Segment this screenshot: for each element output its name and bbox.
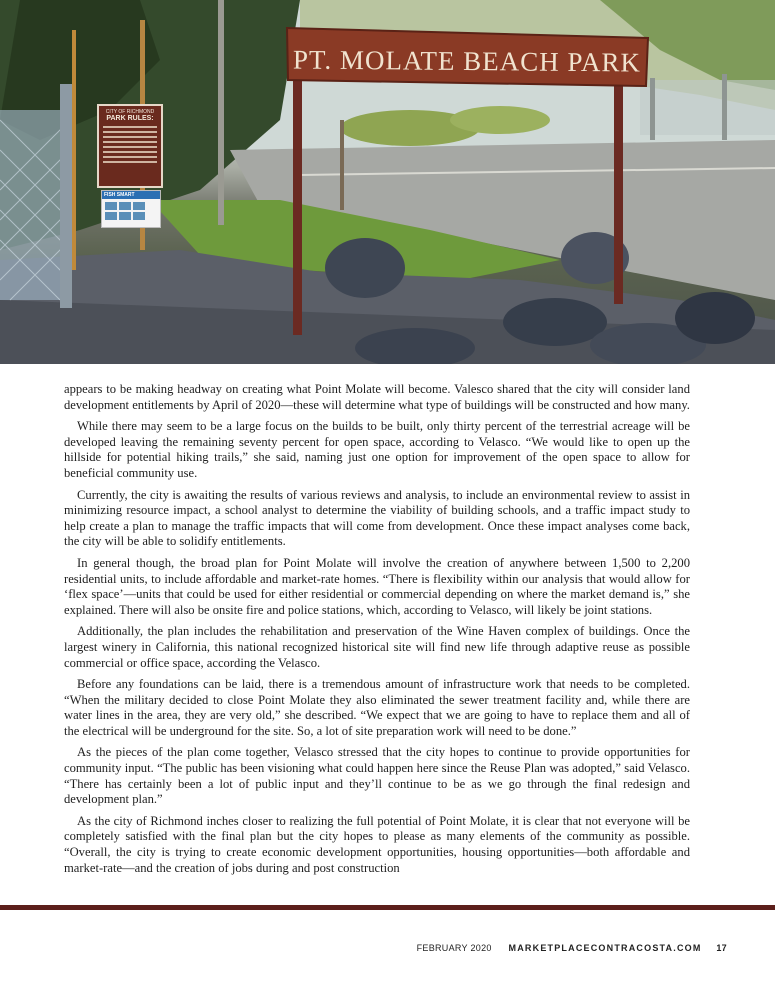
park-sign-text: PT. MOLATE BEACH PARK	[292, 43, 642, 78]
article-body	[64, 382, 690, 882]
park-rules-sign	[97, 104, 163, 188]
page-footer	[417, 943, 727, 953]
issue-date: FEBRUARY 2020	[416, 943, 492, 953]
rules-sign-lines	[103, 126, 157, 163]
fish-sign-graphics	[102, 199, 160, 223]
page-number: 17	[716, 943, 727, 953]
fish-sign-title: FISH SMART	[102, 191, 160, 199]
article-paragraph: While there may seem to be a large focus on the builds to be built, only thirty percent of the terrestrial acreage will be developed leaving the remaining seventy percent for open space, according to Velasco. “We would like to open up the hillside for potential hiking trails,” she said, naming just one option for improvement of the open space to allow for beneficial community use.	[64, 419, 690, 480]
article-paragraph: Additionally, the plan includes the rehabilitation and preservation of the Wine Haven complex of buildings. Once the largest winery in California, this national recognized historical site will find new life through adaptive reuse as possible commercial or office space, according the Velasco.	[64, 624, 690, 670]
article-paragraph: appears to be making headway on creating what Point Molate will become. Valesco shared that the city will consider land development entitlements by April of 2020—these will determine what type of buildings will be constructed and how many.	[64, 382, 690, 412]
article-paragraph: Currently, the city is awaiting the results of various reviews and analysis, to include an environmental review to assist in minimizing resource impact, a school analyst to determine the viability of building schools, and a traffic impact study to help create a plan to manage the traffic impacts that will come from development. Once these impact analyses come back, the city will be able to solidify entitlements.	[64, 487, 690, 549]
park-entrance-photo	[0, 0, 775, 364]
article-paragraph: Before any foundations can be laid, there is a tremendous amount of infrastructure work that needs to be completed. “When the military decided to close Point Molate they also eliminated the sewer treatment facility and, while there are water lines in the area, they are very old,” she described. “We expect that we are going to have to replace them and all of the electrical will be underground for the site. So, a lot of site preparation work will need to be done.”	[64, 677, 690, 738]
rules-sign-city: CITY OF RICHMOND	[105, 109, 155, 115]
rules-sign-title: PARK RULES:	[106, 115, 154, 122]
website-url: MARKETPLACECONTRACOSTA.COM	[508, 943, 702, 953]
footer-rule	[0, 905, 775, 910]
article-paragraph: As the pieces of the plan come together, Velasco stressed that the city hopes to continue to provide opportunities for community input. “The public has been visioning what could happen here since the Reuse Plan was adopted,” said Velasco. “There has certainly been a lot of public input and they’ll continue to be as we go through the final redesign and development plan.”	[64, 745, 690, 807]
article-paragraph: As the city of Richmond inches closer to realizing the full potential of Point Molate, it is clear that not everyone will be completely satisfied with the final plan but the city hopes to please as many elements of the community as possible. “Overall, the city is trying to create economic development opportunities, housing opportunities—both affordable and market-rate—and the creation of jobs during and post construction	[64, 813, 690, 875]
article-paragraph: In general though, the broad plan for Point Molate will involve the creation of anywhere between 1,500 to 2,200 residential units, to include affordable and market-rate homes. “There is flexibility within our analysis that would allow for ‘flex space’—units that could be used for either residential or commercial depending on where the market demand is,” she explained. There will also be onsite fire and police stations, which, according to Velasco, will likely be joint stations.	[64, 555, 690, 617]
fish-smart-sign	[101, 190, 161, 228]
